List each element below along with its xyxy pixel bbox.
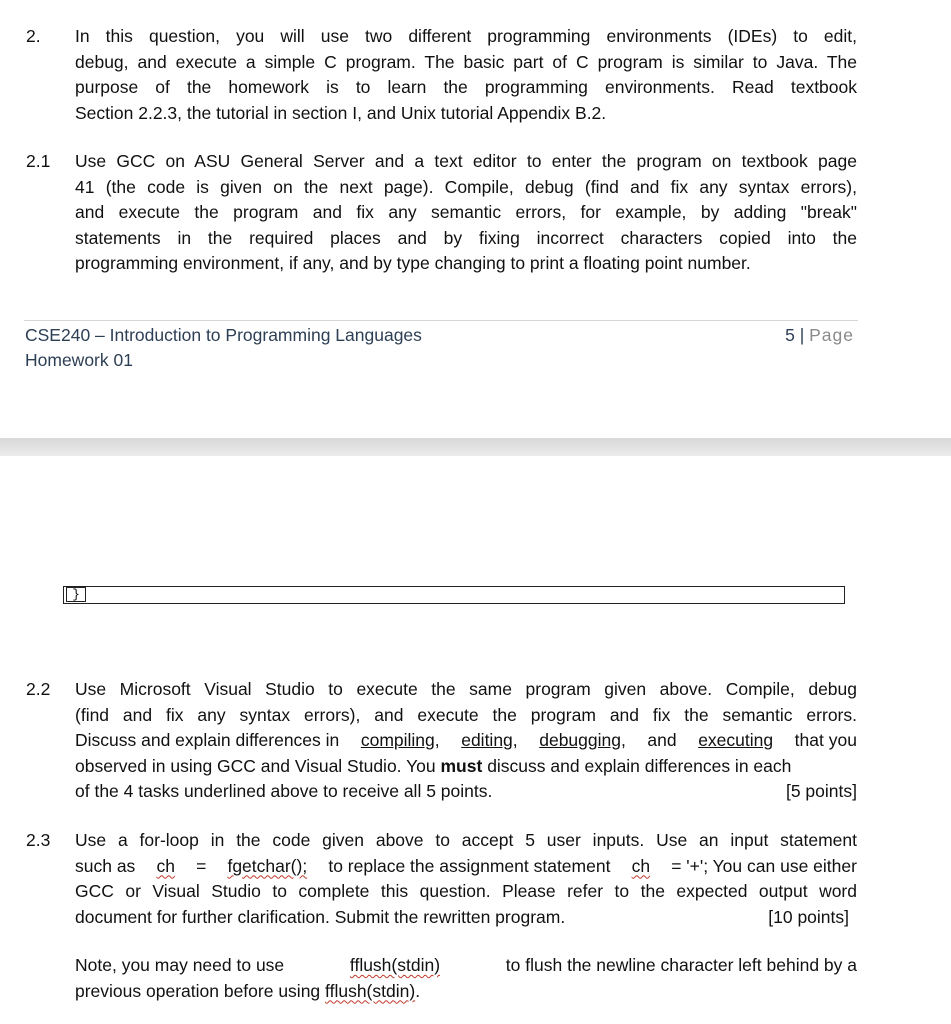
underlined-debugging: debugging [539, 730, 621, 751]
text-line: (find and fix any syntax errors), and execute the program and fix the semantic errors. [75, 704, 857, 725]
page-label: Page [809, 325, 854, 345]
question-number-2: 2. [26, 26, 41, 46]
text-segment: Note, you may need to use [75, 955, 285, 975]
underlined-executing: executing [698, 730, 774, 751]
text-segment: observed in using GCC and Visual Studio. You [75, 755, 436, 776]
text-line [75, 905, 857, 931]
text-line: Section 2.2.3, the tutorial in section I, and Unix tutorial Appendix B.2. [75, 102, 607, 123]
text-line: Use GCC on ASU General Server and a text editor to enter the program on textbook page [75, 151, 857, 171]
text-segment: Discuss and explain differences in [75, 730, 340, 751]
text-segment: previous operation before using [75, 980, 321, 1001]
code-closing-brace: } [66, 587, 86, 602]
text-line: statements in the required places and by fixing incorrect characters copied into the [75, 227, 857, 248]
text-segment: . [415, 980, 421, 1001]
text-line: Discuss and explain differences in compiling, editing, debugging, and executing that you [75, 728, 857, 754]
text-segment: to replace the assignment statement [328, 855, 611, 876]
code-ch: ch [156, 855, 175, 876]
text-line: GCC or Visual Studio to complete this question. Please refer to the expected output word [75, 881, 857, 902]
question-2-text [75, 24, 857, 126]
question-number-2-2: 2.2 [26, 679, 51, 699]
code-fflush: fflush(stdin) [325, 980, 416, 1001]
text-segment: = [196, 855, 207, 876]
text-line [75, 979, 857, 1005]
text-line: 41 (the code is given on the next page). Compile, debug (find and fix any syntax errors), [75, 176, 857, 197]
text-segment: such as [75, 855, 136, 876]
page-break [0, 438, 951, 456]
note-text [75, 953, 857, 1004]
text-line [75, 779, 857, 805]
page-separator: | [799, 325, 805, 345]
code-ch: ch [631, 855, 651, 876]
underlined-compiling: compiling [360, 730, 435, 751]
text-segment: of the 4 tasks underlined above to receive all 5 points. [75, 781, 493, 802]
question-2-3-text [75, 828, 857, 930]
footer-divider [24, 320, 858, 321]
footer-course-title: CSE240 – Introduction to Programming Languages [25, 325, 422, 345]
points-label: [5 points] [785, 781, 857, 802]
text-line [75, 854, 857, 880]
text-line: In this question, you will use two different programming environments (IDEs) to edit, [75, 26, 857, 46]
text-line: purpose of the homework is to learn the programming environments. Read textbook [75, 77, 857, 98]
text-segment: and [647, 730, 677, 751]
question-number-2-1: 2.1 [26, 151, 51, 171]
text-line: Use Microsoft Visual Studio to execute the same program given above. Compile, debug [75, 679, 857, 699]
page-footer [25, 323, 422, 373]
code-fflush: fflush(stdin) [349, 955, 441, 975]
text-line [75, 953, 857, 979]
text-segment: document for further clarification. Submit the rewritten program. [75, 906, 566, 927]
text-line: programming environment, if any, and by type changing to print a floating point number. [75, 253, 751, 274]
question-2-2-text [75, 677, 857, 805]
text-segment: = '+'; You can use either [671, 855, 857, 876]
footer-page-number [785, 323, 854, 348]
text-line: debug, and execute a simple C program. The basic part of C program is similar to Java. The [75, 51, 857, 72]
text-segment: to flush the newline character left behind by a [505, 955, 857, 975]
question-number-2-3: 2.3 [26, 830, 51, 850]
page-number: 5 [785, 325, 795, 345]
code-fgetchar: fgetchar(); [227, 855, 308, 876]
footer-homework-label: Homework 01 [25, 350, 133, 370]
text-segment: discuss and explain differences in each [487, 755, 792, 776]
text-segment: that you [794, 730, 857, 751]
bold-must: must [440, 755, 483, 776]
points-label: [10 points] [768, 906, 849, 927]
question-2-1-text [75, 149, 857, 277]
text-line: and execute the program and fix any semantic errors, for example, by adding "break" [75, 202, 857, 223]
code-box [63, 586, 845, 604]
text-line [75, 754, 857, 780]
underlined-editing: editing [461, 730, 513, 751]
text-line: Use a for-loop in the code given above to accept 5 user inputs. Use an input statement [75, 830, 857, 850]
